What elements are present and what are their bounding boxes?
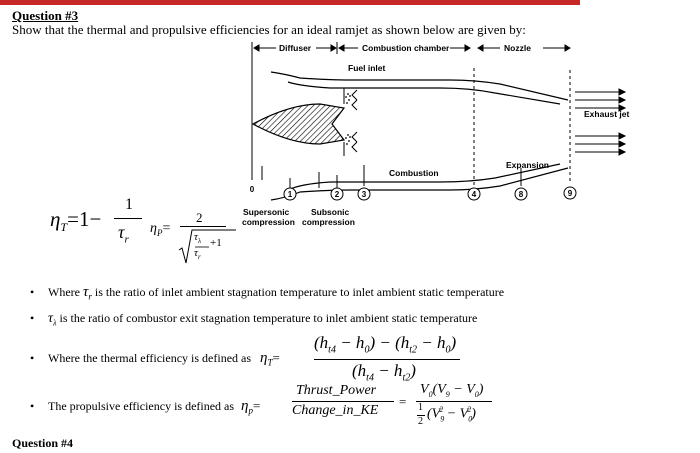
propulsive-def-fraction-bar-2 [416,401,492,402]
station-circles [284,187,576,200]
station-3: 3 [361,190,367,199]
label-subsonic: Subsonic [311,207,350,217]
half-denominator: 2 [418,416,423,427]
propulsive-efficiency-formula: $\eta_P=$ [150,221,171,238]
label-subsonic-compression: compression [302,217,355,227]
propulsive-def-denominator-1: Change_in_KE [292,403,379,418]
tau-lambda: $\tau_\lambda$ [194,231,201,246]
propulsive-numerator: 2 [196,210,203,225]
station-4: 4 [471,190,477,199]
inlet-center-body [253,104,344,144]
propulsive-fraction-bar [180,226,226,227]
station-1: 1 [287,190,293,199]
station-8: 8 [518,190,524,199]
label-combustion-chamber: Combustion chamber [362,43,450,53]
station-2: 2 [334,190,340,199]
thermal-denominator: $\tau_r$ [118,222,129,246]
bullet-propulsive-definition: • The propulsive efficiency is defined as $\eta_p=$ [30,398,261,416]
bullet-thermal-definition: • Where the thermal efficiency is defined as $\eta_T=$ [30,350,280,368]
question-3-statement: Show that the thermal and propulsive efficiencies for an ideal ramjet as shown below are given by: [12,22,526,37]
fuel-spray [345,93,351,145]
bullet-tau-lambda: • $\tau_\lambda$ is the ratio of combustor exit stagnation temperature to inlet ambient static temperature [30,311,478,328]
thermal-def-denominator: $(h_{t4} - h_{t2})$ [352,361,416,384]
question-4-title: Question #4 [12,436,74,450]
label-fuel-inlet: Fuel inlet [348,63,386,73]
thermal-def-fraction-bar [314,359,460,360]
sqrt-sign [178,228,238,266]
label-expansion: Expansion [506,160,549,170]
label-exhaust-jet: Exhaust jet [584,109,630,119]
propulsive-def-denominator-2: $(V_9^2 - V_0^2)$ [427,405,476,424]
propulsive-def-numerator-2: $V_0(V_9 - V_0)$ [420,382,484,399]
propulsive-def-numerator-1: Thrust_Power [296,383,377,398]
thermal-def-numerator: $(h_{t4} - h_0) - (h_{t2} - h_0)$ [314,333,457,356]
station-9: 9 [567,189,573,198]
exhaust-arrows [575,89,625,155]
label-supersonic-compression: compression [242,217,295,227]
bullet-tau-r: • Where $\tau_r$ is the ratio of inlet ambient stagnation temperature to inlet ambient static temperature [30,284,505,302]
half-numerator: 1 [418,402,423,413]
thermal-fraction-bar [114,218,142,219]
station-0: 0 [249,185,255,194]
label-supersonic: Supersonic [243,207,290,217]
plus-one: +1 [210,237,222,249]
label-nozzle: Nozzle [504,43,531,53]
thermal-numerator: 1 [125,196,133,213]
thermal-efficiency-formula: $\eta_T=1-$ [50,207,102,235]
question-3-title: Question #3 [12,8,79,23]
fuel-injectors [344,88,357,156]
tau-r: $\tau_r$ [194,247,201,262]
propulsive-def-equals-2: = [399,394,407,409]
label-diffuser: Diffuser [279,43,312,53]
propulsive-def-fraction-bar-1 [292,401,394,402]
label-combustion: Combustion [389,168,439,178]
